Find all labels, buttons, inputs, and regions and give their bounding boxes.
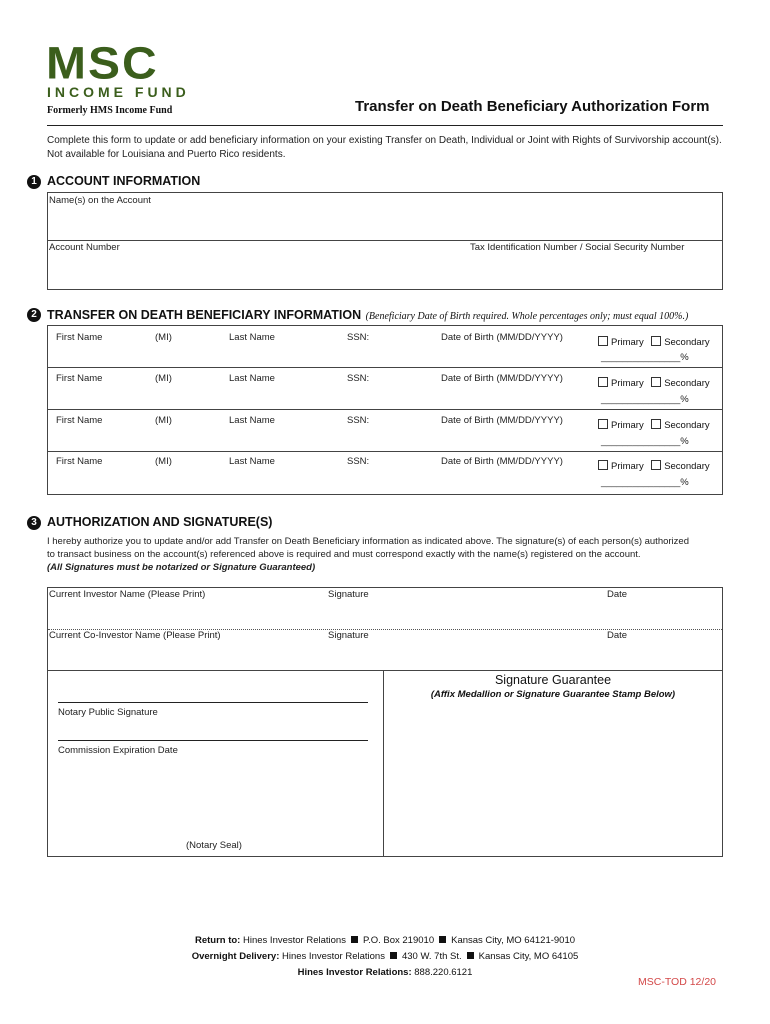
primary-label: Primary	[611, 420, 644, 431]
beneficiary-ssn[interactable]: SSN:	[347, 415, 370, 426]
overnight-street: 430 W. 7th St.	[401, 951, 462, 962]
intro-line-1: Complete this form to update or add beneficiary information on your existing Transfer on Death, Individual or Joint with Rights of Survivorship account(s).	[47, 135, 722, 146]
beneficiary-dob[interactable]: Date of Birth (MM/DD/YYYY)	[441, 332, 563, 343]
formerly-note: Formerly HMS Income Fund	[47, 105, 173, 116]
beneficiary-type	[598, 456, 710, 474]
notary-signature-line	[58, 702, 368, 703]
logo-subtitle: INCOME FUND	[47, 84, 190, 100]
beneficiary-first-name[interactable]: First Name	[56, 332, 103, 343]
notary-signature-field[interactable]: Notary Public Signature	[58, 707, 158, 718]
beneficiary-last-name[interactable]: Last Name	[229, 373, 275, 384]
beneficiary-percent[interactable]: _______________%	[601, 436, 689, 447]
beneficiary-percent[interactable]: _______________%	[601, 477, 689, 488]
secondary-checkbox[interactable]	[651, 336, 661, 346]
beneficiary-last-name[interactable]: Last Name	[229, 456, 275, 467]
authorization-line-1: I hereby authorize you to update and/or add Transfer on Death Beneficiary information as indicated above. The signature(s) of each person(s) authorized	[47, 536, 689, 547]
beneficiary-percent[interactable]: _______________%	[601, 352, 689, 363]
account-info-box	[47, 192, 723, 290]
intro-line-2: Not available for Louisiana and Puerto Rico residents.	[47, 149, 286, 160]
primary-checkbox[interactable]	[598, 336, 608, 346]
beneficiary-ssn[interactable]: SSN:	[347, 332, 370, 343]
primary-label: Primary	[611, 337, 644, 348]
bullet-square-icon	[390, 952, 397, 959]
names-on-account-field[interactable]: Name(s) on the Account	[49, 195, 151, 206]
primary-label: Primary	[611, 378, 644, 389]
secondary-label: Secondary	[664, 461, 710, 472]
authorization-line-2: to transact business on the account(s) referenced above is required and must correspond exactly with the name(s) registered on the account.	[47, 549, 641, 560]
signature-guarantee-title: Signature Guarantee	[494, 673, 612, 687]
coinvestor-name-field[interactable]: Current Co-Investor Name (Please Print)	[49, 630, 221, 641]
logo-wordmark: MSC	[46, 38, 159, 89]
section-3-number: 3	[27, 516, 41, 530]
notary-seal-area: (Notary Seal)	[186, 840, 242, 851]
beneficiary-mi[interactable]: (MI)	[155, 373, 172, 384]
beneficiary-percent[interactable]: _______________%	[601, 394, 689, 405]
page-title: Transfer on Death Beneficiary Authorization Form	[355, 98, 710, 115]
account-info-divider	[48, 240, 722, 241]
secondary-label: Secondary	[664, 420, 710, 431]
beneficiary-ssn[interactable]: SSN:	[347, 373, 370, 384]
intro-text	[47, 134, 723, 162]
beneficiary-ssn[interactable]: SSN:	[347, 456, 370, 467]
bullet-square-icon	[439, 936, 446, 943]
signature-guarantee-note: (Affix Medallion or Signature Guarantee Stamp Below)	[430, 689, 676, 700]
phone-label: Hines Investor Relations:	[297, 967, 412, 978]
return-label: Return to:	[194, 935, 241, 946]
beneficiary-type	[598, 332, 710, 350]
coinvestor-date-field[interactable]: Date	[607, 630, 628, 641]
footer-return-line	[0, 935, 770, 946]
return-po: P.O. Box 219010	[362, 935, 435, 946]
signature-notice: (All Signatures must be notarized or Signature Guaranteed)	[47, 562, 316, 573]
primary-checkbox[interactable]	[598, 419, 608, 429]
phone-number: 888.220.6121	[414, 967, 473, 978]
form-code: MSC-TOD 12/20	[638, 976, 716, 988]
section-1-number: 1	[27, 175, 41, 189]
section-2-number: 2	[27, 308, 41, 322]
beneficiary-last-name[interactable]: Last Name	[229, 332, 275, 343]
beneficiary-mi[interactable]: (MI)	[155, 415, 172, 426]
commission-line	[58, 740, 368, 741]
return-city: Kansas City, MO 64121-9010	[451, 935, 576, 946]
beneficiary-last-name[interactable]: Last Name	[229, 415, 275, 426]
investor-date-field[interactable]: Date	[607, 589, 628, 600]
beneficiary-first-name[interactable]: First Name	[56, 415, 103, 426]
coinvestor-signature-field[interactable]: Signature	[328, 630, 369, 641]
beneficiary-type	[598, 415, 710, 433]
return-name: Hines Investor Relations	[243, 935, 346, 946]
section-3-title: AUTHORIZATION AND SIGNATURE(S)	[47, 515, 273, 529]
secondary-label: Secondary	[664, 378, 710, 389]
header-divider	[47, 125, 723, 126]
investor-name-field[interactable]: Current Investor Name (Please Print)	[49, 589, 206, 600]
bullet-square-icon	[351, 936, 358, 943]
secondary-checkbox[interactable]	[651, 460, 661, 470]
footer-overnight-line	[0, 951, 770, 962]
beneficiary-first-name[interactable]: First Name	[56, 373, 103, 384]
section-2-title: TRANSFER ON DEATH BENEFICIARY INFORMATION	[47, 308, 362, 322]
commission-date-field[interactable]: Commission Expiration Date	[58, 745, 178, 756]
beneficiary-dob[interactable]: Date of Birth (MM/DD/YYYY)	[441, 373, 563, 384]
beneficiary-dob[interactable]: Date of Birth (MM/DD/YYYY)	[441, 415, 563, 426]
overnight-name: Hines Investor Relations	[282, 951, 385, 962]
bullet-square-icon	[467, 952, 474, 959]
overnight-city: Kansas City, MO 64105	[478, 951, 579, 962]
beneficiary-mi[interactable]: (MI)	[155, 456, 172, 467]
authorization-text	[47, 535, 737, 574]
investor-signature-field[interactable]: Signature	[328, 589, 369, 600]
primary-checkbox[interactable]	[598, 460, 608, 470]
overnight-label: Overnight Delivery:	[191, 951, 280, 962]
beneficiary-type	[598, 373, 710, 391]
section-1-title: ACCOUNT INFORMATION	[47, 174, 201, 188]
primary-label: Primary	[611, 461, 644, 472]
primary-checkbox[interactable]	[598, 377, 608, 387]
account-number-field[interactable]: Account Number	[49, 242, 120, 253]
beneficiary-mi[interactable]: (MI)	[155, 332, 172, 343]
beneficiary-dob[interactable]: Date of Birth (MM/DD/YYYY)	[441, 456, 563, 467]
secondary-label: Secondary	[664, 337, 710, 348]
tax-id-field[interactable]: Tax Identification Number / Social Security Number	[470, 242, 685, 253]
secondary-checkbox[interactable]	[651, 377, 661, 387]
secondary-checkbox[interactable]	[651, 419, 661, 429]
beneficiary-first-name[interactable]: First Name	[56, 456, 103, 467]
section-2-note: (Beneficiary Date of Birth required. Whole percentages only; must equal 100%.)	[365, 311, 689, 322]
